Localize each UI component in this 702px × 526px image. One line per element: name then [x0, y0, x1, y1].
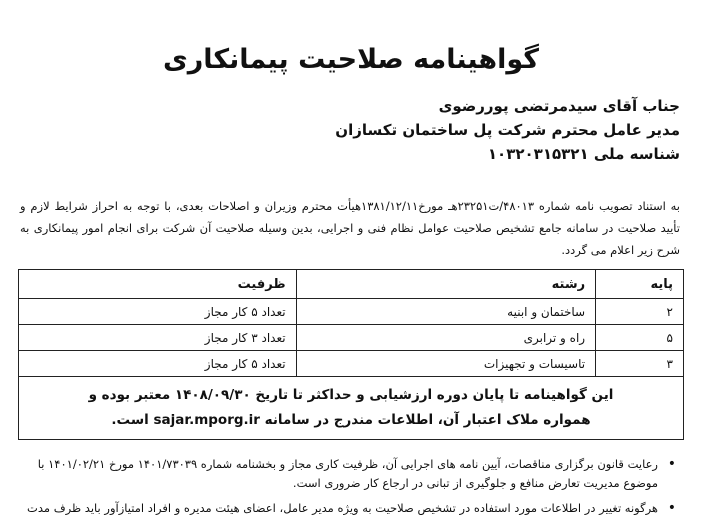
bullet-icon: •: [667, 500, 676, 516]
row-field: راه و ترابری: [296, 325, 596, 351]
row-level: ۵: [596, 325, 684, 351]
table-header-row: [19, 270, 684, 299]
row-level: ۲: [596, 299, 684, 325]
row-capacity: تعداد ۵ کار مجاز: [19, 299, 297, 325]
list-item: [18, 499, 680, 518]
list-item: [18, 455, 680, 493]
intro-paragraph: به استناد تصویب نامه شماره ۴۸۰۱۳/ت۲۳۲۵۱هـ مورخ۱۳۸۱/۱۲/۱۱هیأت محترم وزیران و اصلاحات بعدی، با توجه به احراز شرایط لازم و تأیید صلاحیت در سامانه جامع تشخیص صلاحیت عوامل نظام فنی و اجرایی، بدین وسیله صلاحیت آن شرکت برای انجام امور پیمانکاری به شرح زیر اعلام می گردد.: [20, 199, 681, 257]
header-field: رشته: [296, 270, 596, 299]
row-capacity: تعداد ۵ کار مجاز: [19, 351, 297, 377]
note-text: هرگونه تغییر در اطلاعات مورد استفاده در تشخیص صلاحیت به ویژه مدیر عامل، اعضای هیئت مدیره و افراد امتیازآور باید ظرف مدت: [27, 501, 658, 515]
row-capacity: تعداد ۳ کار مجاز: [19, 325, 297, 351]
header-capacity: ظرفیت: [19, 270, 297, 299]
table-row: [19, 299, 684, 325]
row-field: تاسیسات و تجهیزات: [296, 351, 596, 377]
qualification-table: [18, 269, 684, 440]
table-row: [19, 325, 684, 351]
certificate-title: گواهینامه صلاحیت پیمانکاری: [163, 44, 539, 75]
validity-row: [19, 377, 684, 440]
row-field: ساختمان و ابنیه: [296, 299, 596, 325]
national-id: شناسه ملی ۱۰۳۲۰۳۱۵۳۲۱: [487, 145, 680, 163]
row-level: ۳: [596, 351, 684, 377]
validity-line-2: همواره ملاک اعتبار آن، اطلاعات مندرج در سامانه sajar.mporg.ir است.: [111, 412, 591, 428]
validity-line-1: این گواهینامه تا پایان دوره ارزشیابی و حداکثر تا تاریخ ۱۴۰۸/۰۹/۳۰ معتبر بوده و: [88, 387, 614, 403]
validity-statement: [19, 377, 684, 440]
recipient-block: [20, 94, 680, 166]
recipient-position: مدیر عامل محترم شرکت پل ساختمان تکسازان: [335, 121, 680, 139]
header-level: پایه: [596, 270, 684, 299]
note-text: رعایت قانون برگزاری مناقصات، آیین نامه های اجرایی آن، ظرفیت کاری مجاز و بخشنامه شماره ۱۴۰۱/۷۳۰۳۹ مورخ ۱۴۰۱/۰۲/۲۱ با موضوع مدیریت تعارض منافع و جلوگیری از تبانی در ارجاع کار ضروری است.: [37, 457, 658, 490]
table-row: [19, 351, 684, 377]
recipient-name: جناب آقای سیدمرتضی پوررضوی: [438, 97, 680, 115]
bullet-icon: •: [667, 456, 676, 472]
notes-list: [18, 455, 680, 524]
